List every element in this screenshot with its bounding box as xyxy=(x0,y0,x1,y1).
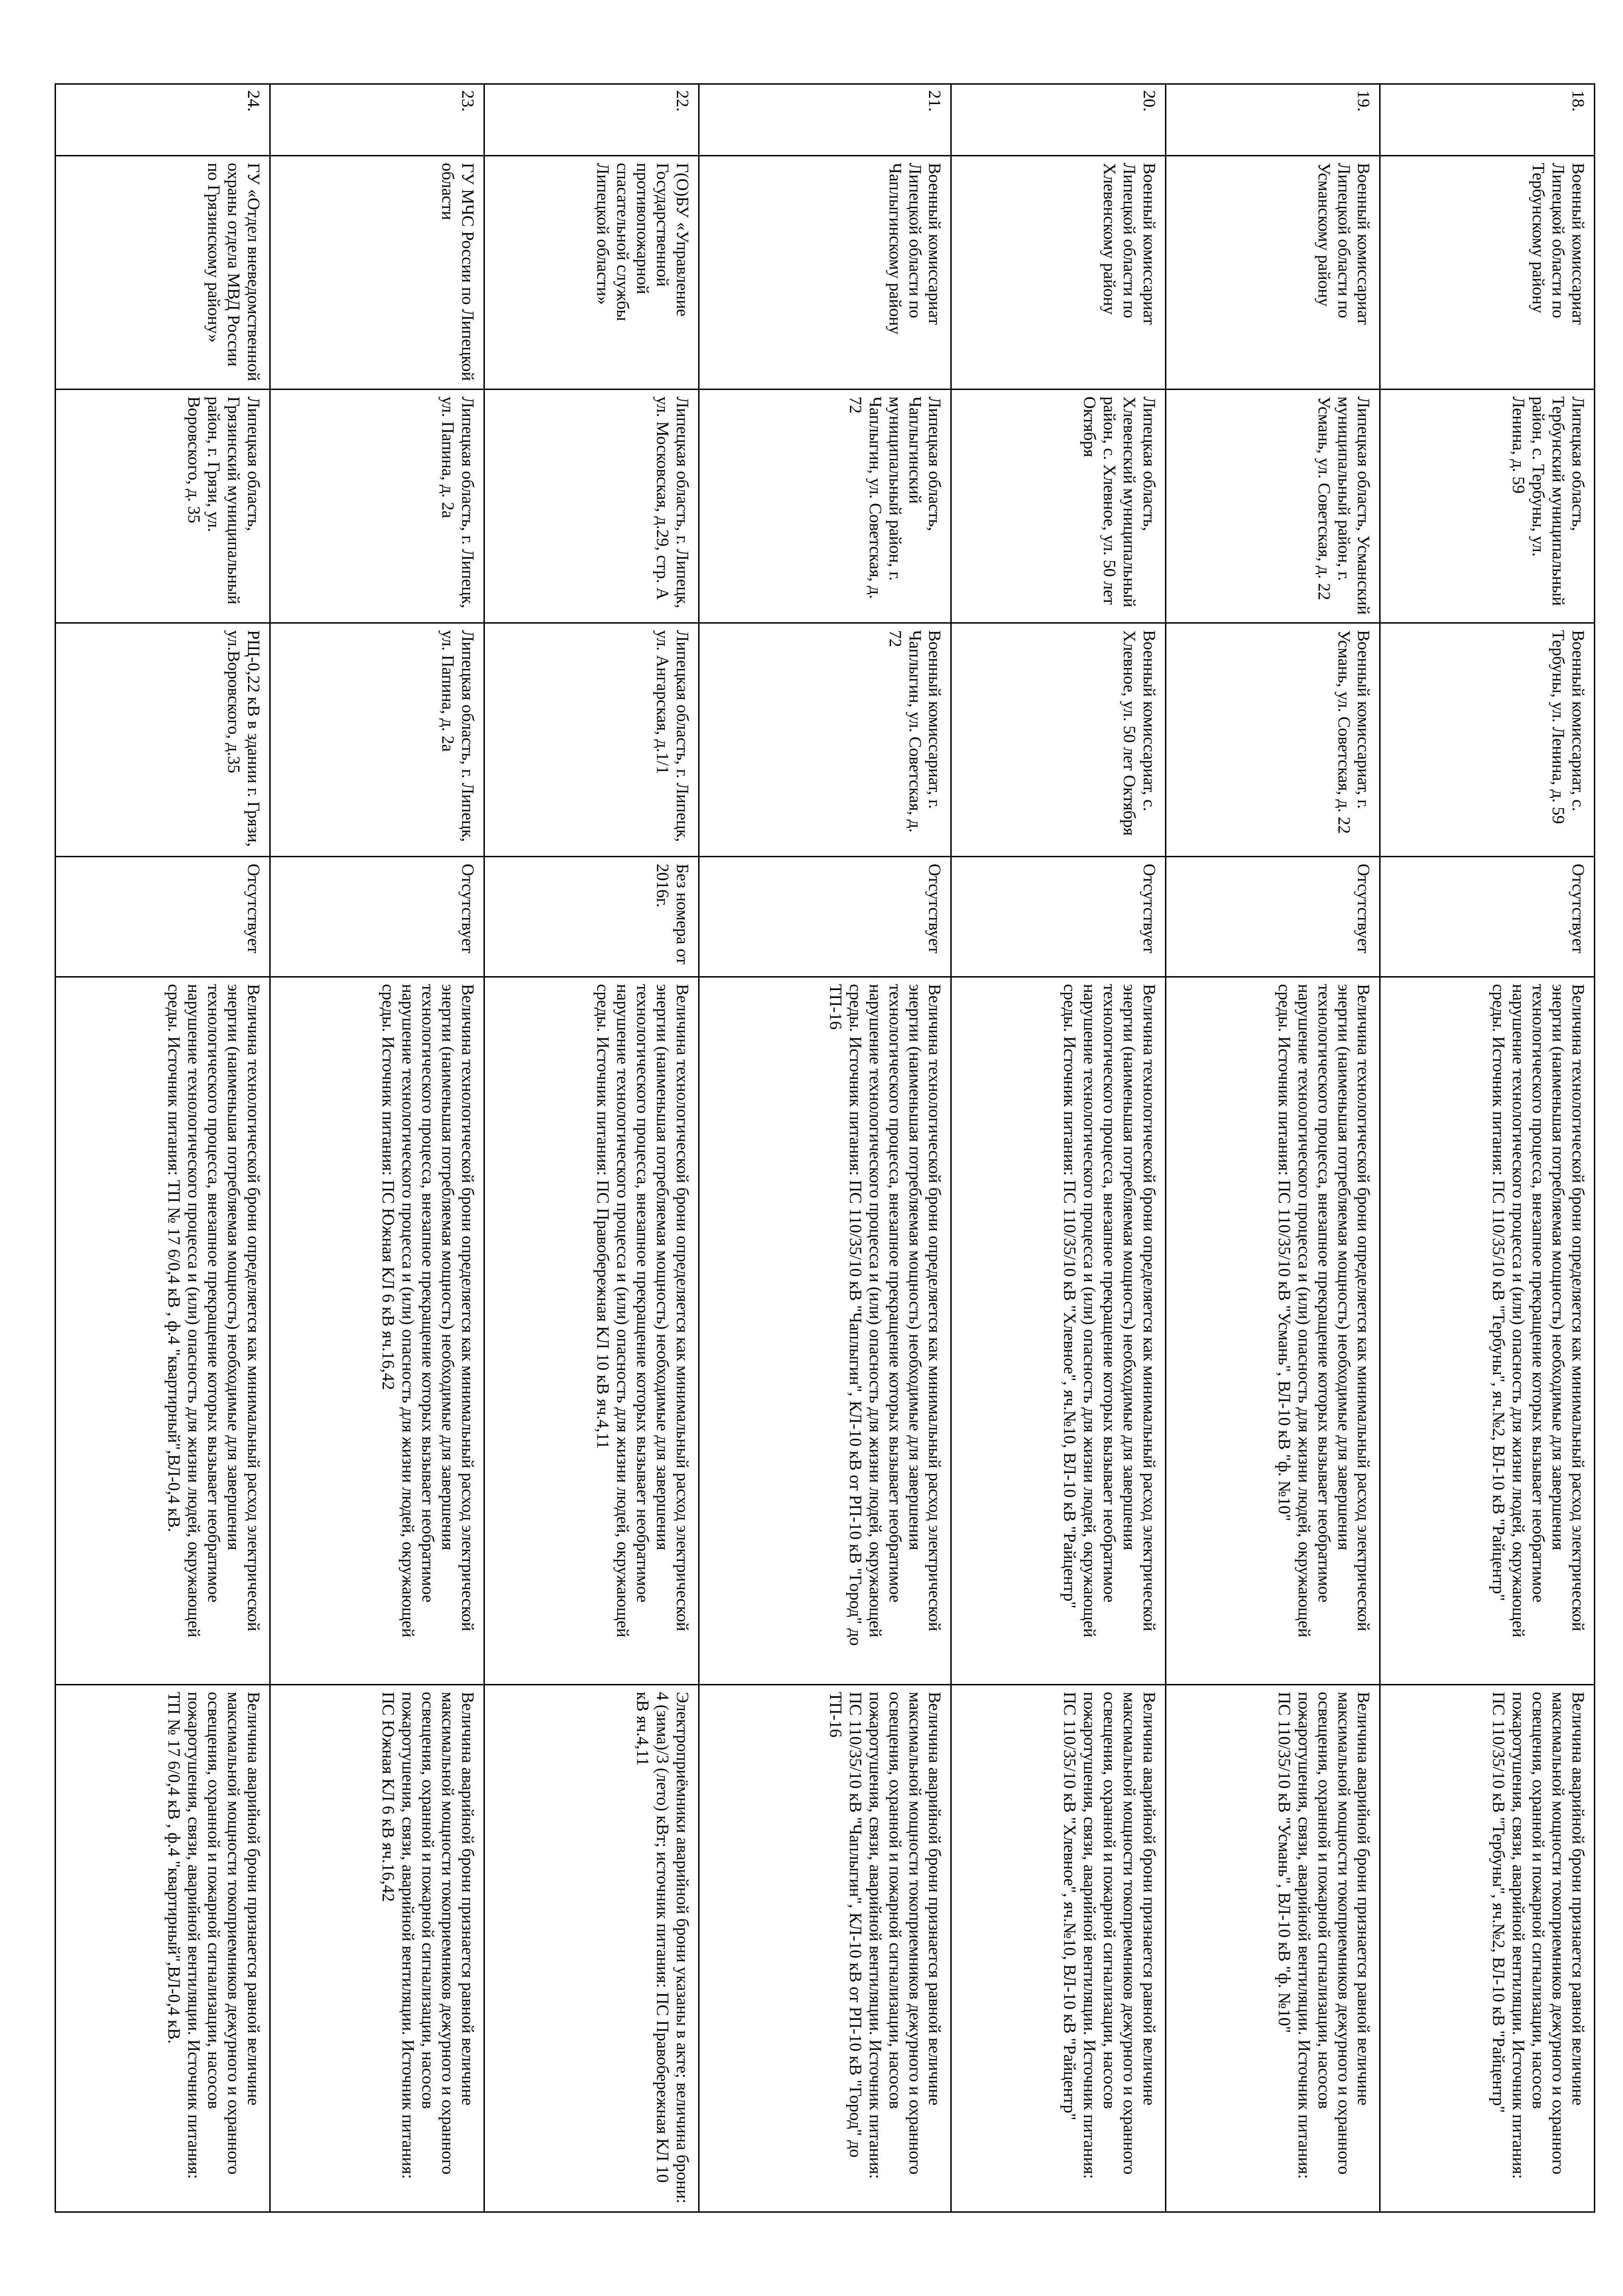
legal-address-cell: Липецкая область, Усманский муниципальный район, г. Усмань, ул. Советская, д. 22 xyxy=(1165,390,1380,623)
technological-reserve-cell: Величина технологической брони определяется как минимальный расход электрической энергии (наименьшая потребляемая мощность) необходимые для завершения технологического процесса, внезапное прекращение которых вызывает необратимое нарушение технологического процесса и (или) опасность для жизни людей, окружающей среды. Источник питания: ТП № 17 6/0,4 кВ , ф.4 "квартирный",ВЛ-0,4 кВ. xyxy=(56,977,270,1685)
emergency-reserve-cell: Электроприёмники аварийной брони указаны в акте; величина брони: 4 (зима)/3 (лето) кВт; источник питания: ПС Правобережная КЛ 10 кВ яч.4,11 xyxy=(484,1685,699,2212)
object-address-cell: Военный комиссариат, с. Тербуны, ул. Ленина, д. 59 xyxy=(1380,623,1595,857)
emergency-reserve-cell: Величина аварийной брони признается равной величине максимальной мощности токоприемников дежурного и охранного освещения, охранной и пожарной сигнализации, насосов пожаротушения, связи, аварийной вентиляции. Источник питания: ТП № 17 6/0,4 кВ , ф.4 "квартирный",ВЛ-0,4 кВ. xyxy=(56,1685,270,2212)
row-number-cell: 20. xyxy=(951,84,1166,156)
organization-cell: Г(О)БУ «Управление Государственной противопожарной спасательной службы Липецкой области» xyxy=(484,156,699,390)
emergency-reserve-cell: Величина аварийной брони признается равной величине максимальной мощности токоприемников дежурного и охранного освещения, охранной и пожарной сигнализации, насосов пожаротушения, связи, аварийной вентиляции. Источник питания: ПС 110/35/10 кВ "Чаплыгин", КЛ-10 кВ от РП-10 кВ "Город" до ТП-16 xyxy=(699,1685,951,2212)
object-address-cell: Военный комиссариат, с. Хлевное, ул. 50 лет Октября xyxy=(951,623,1166,857)
organization-cell: ГУ «Отдел вневедомственной охраны отдела МВД России по Грязинскому району» xyxy=(56,156,270,390)
act-cell: Отсутствует xyxy=(951,857,1166,977)
row-number-cell: 19. xyxy=(1165,84,1380,156)
object-address-cell: Липецкая область, г. Липецк, ул. Папина, д. 2а xyxy=(270,623,484,857)
technological-reserve-cell: Величина технологической брони определяется как минимальный расход электрической энергии (наименьшая потребляемая мощность) необходимые для завершения технологического процесса, внезапное прекращение которых вызывает необратимое нарушение технологического процесса и (или) опасность для жизни людей, окружающей среды. Источник питания: ПС 110/35/10 кВ "Чаплыгин", КЛ-10 кВ от РП-10 кВ "Город" до ТП-16 xyxy=(699,977,951,1685)
organization-cell: Военный комиссариат Липецкой области по Хлевенскому району xyxy=(951,156,1166,390)
technological-reserve-cell: Величина технологической брони определяется как минимальный расход электрической энергии (наименьшая потребляемая мощность) необходимые для завершения технологического процесса, внезапное прекращение которых вызывает необратимое нарушение технологического процесса и (или) опасность для жизни людей, окружающей среды. Источник питания: ПС Правобережная КЛ 10 кВ яч.4,11 xyxy=(484,977,699,1685)
object-address-cell: Военный комиссариат, г. Чаплыгин, ул. Советская, д. 72 xyxy=(699,623,951,857)
legal-address-cell: Липецкая область, Грязинский муниципальный район, г. Грязи, ул. Воровского, д. 35 xyxy=(56,390,270,623)
organization-cell: Военный комиссариат Липецкой области по Усманскому району xyxy=(1165,156,1380,390)
row-number-cell: 21. xyxy=(699,84,951,156)
table-body xyxy=(56,84,1595,2212)
technological-reserve-cell: Величина технологической брони определяется как минимальный расход электрической энергии (наименьшая потребляемая мощность) необходимые для завершения технологического процесса, внезапное прекращение которых вызывает необратимое нарушение технологического процесса и (или) опасность для жизни людей, окружающей среды. Источник питания: ПС Южная КЛ 6 кВ яч.16,42 xyxy=(270,977,484,1685)
table-row xyxy=(1165,84,1380,2212)
act-cell: Отсутствует xyxy=(699,857,951,977)
table-row xyxy=(951,84,1166,2212)
organization-cell: Военный комиссариат Липецкой области по Чаплыгинскому району xyxy=(699,156,951,390)
table-row xyxy=(699,84,951,2212)
row-number-cell: 23. xyxy=(270,84,484,156)
rotated-page xyxy=(55,83,1595,2211)
row-number-cell: 18. xyxy=(1380,84,1595,156)
object-address-cell: Военный комиссариат, г. Усмань, ул. Советская, д. 22 xyxy=(1165,623,1380,857)
act-cell: Отсутствует xyxy=(1165,857,1380,977)
object-address-cell: Липецкая область, г. Липецк, ул. Ангарская, д.1/1 xyxy=(484,623,699,857)
table-row xyxy=(270,84,484,2212)
act-cell: Без номера от 2016г. xyxy=(484,857,699,977)
row-number-cell: 22. xyxy=(484,84,699,156)
act-cell: Отсутствует xyxy=(1380,857,1595,977)
technological-reserve-cell: Величина технологической брони определяется как минимальный расход электрической энергии (наименьшая потребляемая мощность) необходимые для завершения технологического процесса, внезапное прекращение которых вызывает необратимое нарушение технологического процесса и (или) опасность для жизни людей, окружающей среды. Источник питания: ПС 110/35/10 кВ "Тербуны", яч.№2, ВЛ-10 кВ "Райцентр" xyxy=(1380,977,1595,1685)
emergency-reserve-cell: Величина аварийной брони признается равной величине максимальной мощности токоприемников дежурного и охранного освещения, охранной и пожарной сигнализации, насосов пожаротушения, связи, аварийной вентиляции. Источник питания: ПС 110/35/10 кВ "Тербуны", яч.№2, ВЛ-10 кВ "Райцентр" xyxy=(1380,1685,1595,2212)
emergency-reserve-cell: Величина аварийной брони признается равной величине максимальной мощности токоприемников дежурного и охранного освещения, охранной и пожарной сигнализации, насосов пожаротушения, связи, аварийной вентиляции. Источник питания: ПС 110/35/10 кВ "Хлевное", яч.№10, ВЛ-10 кВ "Райцентр" xyxy=(951,1685,1166,2212)
organization-cell: Военный комиссариат Липецкой области по Тербунскому району xyxy=(1380,156,1595,390)
table-row xyxy=(484,84,699,2212)
act-cell: Отсутствует xyxy=(270,857,484,977)
object-address-cell: РЩ-0,22 кВ в здании г. Грязи, ул.Воровского, д.35 xyxy=(56,623,270,857)
organization-cell: ГУ МЧС России по Липецкой области xyxy=(270,156,484,390)
technological-reserve-cell: Величина технологической брони определяется как минимальный расход электрической энергии (наименьшая потребляемая мощность) необходимые для завершения технологического процесса, внезапное прекращение которых вызывает необратимое нарушение технологического процесса и (или) опасность для жизни людей, окружающей среды. Источник питания: ПС 110/35/10 кВ "Усмань", ВЛ-10 кВ "ф. №10" xyxy=(1165,977,1380,1685)
legal-address-cell: Липецкая область, Хлевенский муниципальный район, с. Хлевное, ул. 50 лет Октября xyxy=(951,390,1166,623)
reserve-table xyxy=(55,83,1595,2213)
technological-reserve-cell: Величина технологической брони определяется как минимальный расход электрической энергии (наименьшая потребляемая мощность) необходимые для завершения технологического процесса, внезапное прекращение которых вызывает необратимое нарушение технологического процесса и (или) опасность для жизни людей, окружающей среды. Источник питания: ПС 110/35/10 кВ "Хлевное", яч.№10, ВЛ-10 кВ "Райцентр" xyxy=(951,977,1166,1685)
legal-address-cell: Липецкая область, Тербунский муниципальный район, с. Тербуны, ул. Ленина, д. 59 xyxy=(1380,390,1595,623)
legal-address-cell: Липецкая область, г. Липецк, ул. Московская, д.29, стр. А xyxy=(484,390,699,623)
table-row xyxy=(56,84,270,2212)
emergency-reserve-cell: Величина аварийной брони признается равной величине максимальной мощности токоприемников дежурного и охранного освещения, охранной и пожарной сигнализации, насосов пожаротушения, связи, аварийной вентиляции. Источник питания: ПС Южная КЛ 6 кВ яч.16,42 xyxy=(270,1685,484,2212)
act-cell: Отсутствует xyxy=(56,857,270,977)
table-row xyxy=(1380,84,1595,2212)
emergency-reserve-cell: Величина аварийной брони признается равной величине максимальной мощности токоприемников дежурного и охранного освещения, охранной и пожарной сигнализации, насосов пожаротушения, связи, аварийной вентиляции. Источник питания: ПС 110/35/10 кВ "Усмань", ВЛ-10 кВ "ф. №10" xyxy=(1165,1685,1380,2212)
legal-address-cell: Липецкая область, г. Липецк, ул. Папина, д. 2а xyxy=(270,390,484,623)
row-number-cell: 24. xyxy=(56,84,270,156)
legal-address-cell: Липецкая область, Чаплыгинский муниципальный район, г. Чаплыгин, ул. Советская, д. 72 xyxy=(699,390,951,623)
